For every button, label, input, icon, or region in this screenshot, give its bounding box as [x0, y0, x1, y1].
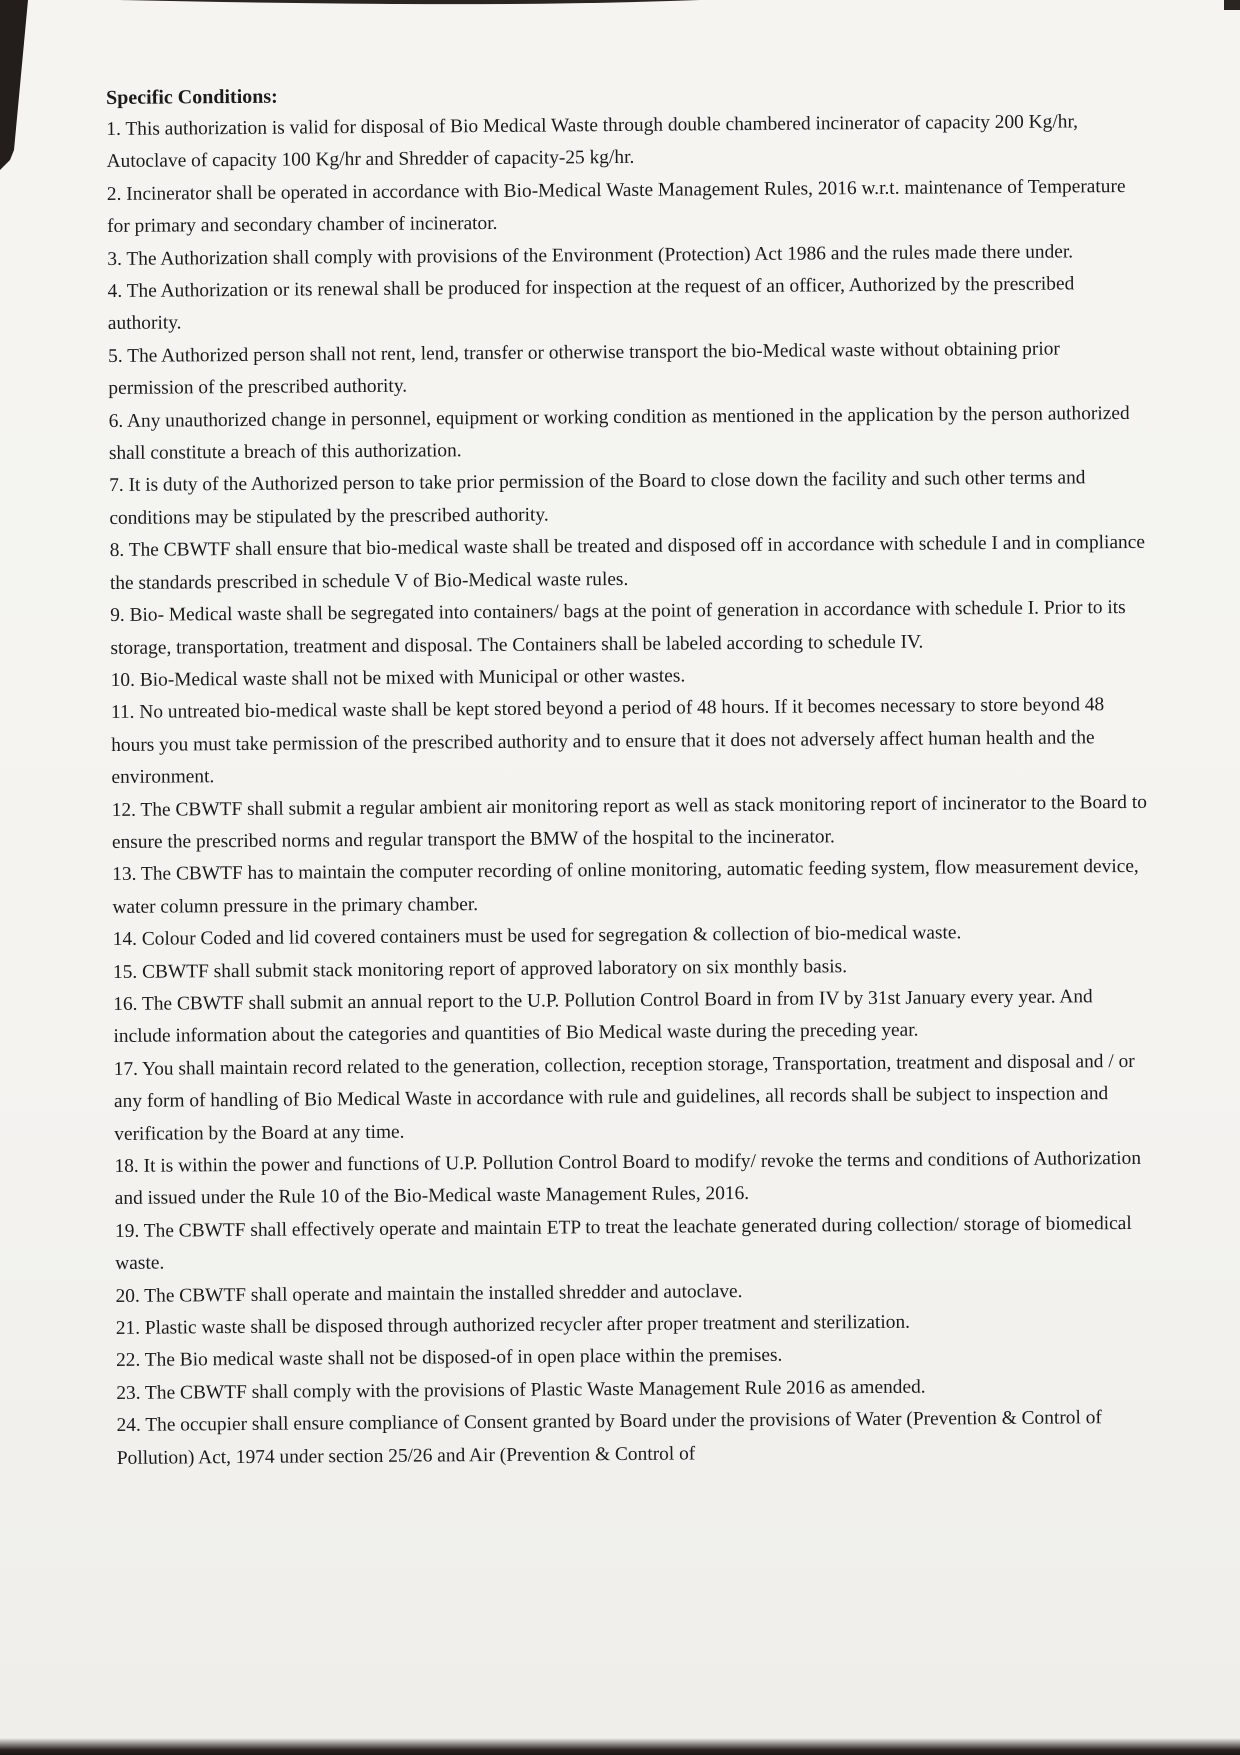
condition-item: 6. Any unauthorized change in personnel, equipment or working condition as mentioned in the application by the person authorized shall constitute a breach of this authorization. — [108, 402, 1130, 465]
scan-top-edge-shadow — [0, 0, 1240, 10]
condition-item: 9. Bio- Medical waste shall be segregated into containers/ bags at the point of generation in accordance with schedule I. Prior to its storage, transportation, treatment and disposal. The Containers shall be labeled according to schedule IV. — [110, 597, 1126, 659]
scan-bottom-edge-shadow — [0, 1738, 1240, 1755]
condition-item: 14. Colour Coded and lid covered containers must be used for segregation & collection of bio-medical waste. — [112, 922, 962, 951]
condition-item: 4. The Authorization or its renewal shall be produced for inspection at the request of an officer, Authorized by the prescribed authority. — [107, 273, 1075, 335]
condition-item: 2. Incinerator shall be operated in accordance with Bio-Medical Waste Management Rules, 2016 w.r.t. maintenance of Temperature for primary and secondary chamber of incinerator. — [106, 175, 1126, 238]
condition-item: 7. It is duty of the Authorized person to take prior permission of the Board to close down the facility and such other terms and conditions may be stipulated by the prescribed authority. — [109, 467, 1086, 529]
condition-item: 13. The CBWTF has to maintain the computer recording of online monitoring, automatic feeding system, flow measurement device, water column pressure in the primary chamber. — [112, 856, 1139, 918]
condition-item: 10. Bio-Medical waste shall not be mixed with Municipal or other wastes. — [110, 665, 686, 691]
document-body — [106, 76, 1157, 1475]
condition-item: 8. The CBWTF shall ensure that bio-medical waste shall be treated and disposed off in accordance with schedule I and in compliance the standards prescribed in schedule V of Bio-Medical waste rules. — [109, 532, 1145, 594]
specific-conditions-heading: Specific Conditions: — [106, 85, 278, 109]
condition-item: 18. It is within the power and functions of U.P. Pollution Control Board to modify/ revoke the terms and conditions of Authorization and issued under the Rule 10 of the Bio-Medical waste Management Rules, 2016. — [114, 1147, 1142, 1210]
condition-item: 20. The CBWTF shall operate and maintain the installed shredder and autoclave. — [115, 1280, 743, 1307]
conditions-list — [106, 106, 1157, 1475]
condition-item: 17. You shall maintain record related to the generation, collection, reception storage, Transportation, treatment and disposal and / or any form of handling of Bio Medical Waste in accordance with rule and guidelines, all records shall be subject to inspection and verification by the Board at any time. — [113, 1050, 1135, 1145]
condition-item: 5. The Authorized person shall not rent, lend, transfer or otherwise transport the bio-Medical waste without obtaining prior permission of the prescribed authority. — [108, 338, 1060, 400]
condition-item: 11. No untreated bio-medical waste shall be kept stored beyond a period of 48 hours. If it becomes necessary to store beyond 48 hours you must take permission of the prescribed authority and to ensure that it does not adversely affect human health and the environment. — [110, 694, 1105, 789]
condition-item: 24. The occupier shall ensure compliance of Consent granted by Board under the provisions of Water (Prevention & Control of Pollution) Act, 1974 under section 25/26 and Air (Prevention & Control of — [116, 1407, 1102, 1469]
condition-item: 22. The Bio medical waste shall not be disposed-of in open place within the premises. — [115, 1345, 783, 1372]
condition-item: 19. The CBWTF shall effectively operate and maintain ETP to treat the leachate generated during collection/ storage of biomedical waste. — [114, 1212, 1132, 1275]
condition-item: 12. The CBWTF shall submit a regular ambient air monitoring report as well as stack monitoring report of incinerator to the Board to ensure the prescribed norms and regular transport the BMW of the hospital to the incinerator. — [111, 791, 1147, 853]
condition-item: 1. This authorization is valid for disposal of Bio Medical Waste through double chambered incinerator of capacity 200 Kg/hr, Autoclave of capacity 100 Kg/hr and Shredder of capacity-25 kg/hr. — [106, 111, 1079, 173]
condition-item: 3. The Authorization shall comply with provisions of the Environment (Protection) Act 1986 and the rules made there under. — [107, 241, 1074, 270]
condition-item: 21. Plastic waste shall be disposed through authorized recycler after proper treatment and sterilization. — [115, 1311, 911, 1339]
condition-item: 16. The CBWTF shall submit an annual report to the U.P. Pollution Control Board in from IV by 31st January every year. And include information about the categories and quantities of Bio Medical waste during the preceding year. — [113, 986, 1093, 1048]
condition-item: 15. CBWTF shall submit stack monitoring report of approved laboratory on six monthly basis. — [112, 955, 848, 983]
condition-item: 23. The CBWTF shall comply with the provisions of Plastic Waste Management Rule 2016 as amended. — [116, 1376, 926, 1404]
scan-left-edge-shadow — [0, 0, 40, 200]
